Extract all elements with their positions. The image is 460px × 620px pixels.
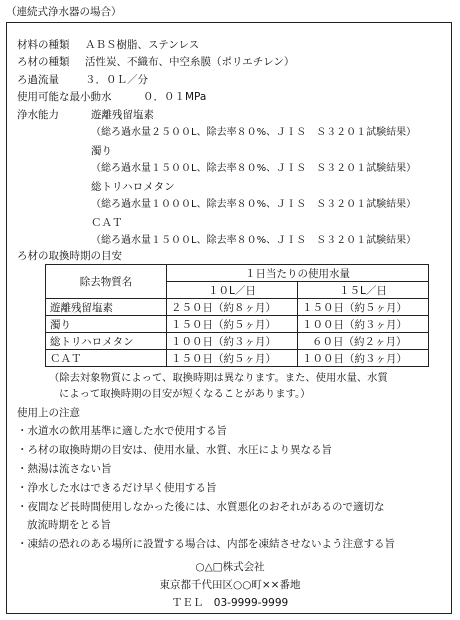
cautions-title: 使用上の注意 xyxy=(17,407,80,419)
table-row xyxy=(46,350,429,367)
row-name: ＣＡＴ xyxy=(46,350,167,367)
spec-row xyxy=(17,38,200,52)
col-header-item: 除去物質名 xyxy=(46,265,167,299)
months: （約８ヶ月） xyxy=(213,301,276,314)
spec-row xyxy=(17,90,207,104)
days: ２５０日 xyxy=(171,301,213,314)
row-15l xyxy=(298,299,429,316)
days: １００日 xyxy=(171,335,213,348)
spec-label: 材料の種類 xyxy=(17,39,70,51)
spec-value: ３．０Ｌ／分 xyxy=(85,74,148,86)
caution-line: ・ろ材の取換時期の目安は、使用水量、水質、水圧により異なる旨 xyxy=(17,444,332,456)
replacement-note: によって取換時期の目安が短くなることがあります。） xyxy=(59,388,311,400)
col-header-15l: １５L／日 xyxy=(298,282,429,299)
capacity-item-result: （総ろ過水量１５００L、除去率８０%、ＪＩＳ Ｓ３２０１試験結果） xyxy=(91,235,417,246)
company-name: ○△□株式会社 xyxy=(195,561,265,573)
replacement-note: （除去対象物質によって、取換時期は異なります。また、使用水量、水質 xyxy=(49,372,388,384)
replacement-title: ろ材の取換時期の目安 xyxy=(17,250,122,262)
spec-value: ０．０１MPa xyxy=(143,91,207,103)
row-name: 遊離残留塩素 xyxy=(46,299,167,316)
company-address: 東京都千代田区○○町××番地 xyxy=(159,579,301,591)
months: （約５ヶ月） xyxy=(213,352,276,365)
capacity-item-result: （総ろ過水量１５００L、除去率８０%、ＪＩＳ Ｓ３２０１試験結果） xyxy=(91,163,417,174)
months: （約２ヶ月） xyxy=(343,335,407,348)
table-row xyxy=(46,316,429,333)
days: １５０日 xyxy=(302,301,344,314)
capacity-label: 浄水能力 xyxy=(17,109,59,121)
table-row xyxy=(46,299,429,316)
capacity-item-name: 総トリハロメタン xyxy=(91,181,175,193)
spec-row xyxy=(17,55,295,69)
table-row xyxy=(46,333,429,350)
days: １５０日 xyxy=(171,318,213,331)
capacity-item-name: ＣＡＴ xyxy=(91,217,123,229)
months: （約３ヶ月） xyxy=(344,352,407,365)
document-frame xyxy=(6,22,452,614)
table-header-row xyxy=(46,265,429,282)
caution-line: ・凍結の恐れのある場所に設置する場合は、内部を凍結させないよう注意する旨 xyxy=(17,538,395,550)
caution-line: ・夜間など長時間使用しなかった後には、水質悪化のおそれがあるので適切な xyxy=(17,501,385,513)
spec-label: ろ過流量 xyxy=(17,74,59,86)
months: （約５ヶ月） xyxy=(213,318,276,331)
row-10l xyxy=(167,350,298,367)
row-10l xyxy=(167,333,298,350)
row-name: 総トリハロメタン xyxy=(46,333,167,350)
caution-line: ・熱湯は流さない旨 xyxy=(17,463,112,475)
row-name: 濁り xyxy=(46,316,167,333)
caution-line: ・水道水の飲用基準に適した水で使用する旨 xyxy=(17,425,227,437)
spec-value: ＡＢＳ樹脂、ステンレス xyxy=(85,39,200,51)
row-15l xyxy=(298,333,429,350)
replacement-table xyxy=(45,264,429,367)
months: （約３ヶ月） xyxy=(344,318,407,331)
caution-line: ・浄水した水はできるだけ早く使用する旨 xyxy=(17,482,217,494)
capacity-item-name: 遊離残留塩素 xyxy=(91,109,154,121)
spec-label: 使用可能な最小動水 xyxy=(17,91,112,103)
months: （約５ヶ月） xyxy=(344,301,407,314)
days: １５０日 xyxy=(171,352,213,365)
row-10l xyxy=(167,299,298,316)
days: １００日 xyxy=(302,318,344,331)
spec-value: 活性炭、不織布、中空糸膜（ポリエチレン） xyxy=(85,56,295,68)
capacity-item-result: （総ろ過水量２５００L、除去率８０%、ＪＩＳ Ｓ３２０１試験結果） xyxy=(91,127,417,138)
row-15l xyxy=(298,316,429,333)
caution-line: 放流時期をとる旨 xyxy=(27,519,111,531)
col-header-10l: １０L／日 xyxy=(167,282,298,299)
capacity-item-result: （総ろ過水量１０００L、除去率８０%、ＪＩＳ Ｓ３２０１試験結果） xyxy=(91,199,417,210)
months: （約３ヶ月） xyxy=(213,335,276,348)
spec-label: ろ材の種類 xyxy=(17,56,70,68)
spec-row xyxy=(17,73,148,87)
row-10l xyxy=(167,316,298,333)
col-header-group: １日当たりの使用水量 xyxy=(167,265,429,282)
caption: （連続式浄水器の場合） xyxy=(6,6,122,18)
company-tel: ＴＥＬ 03-9999-9999 xyxy=(171,597,289,609)
days: １００日 xyxy=(302,352,344,365)
capacity-item-name: 濁り xyxy=(91,145,112,157)
days: ６０日 xyxy=(312,335,344,348)
row-15l xyxy=(298,350,429,367)
